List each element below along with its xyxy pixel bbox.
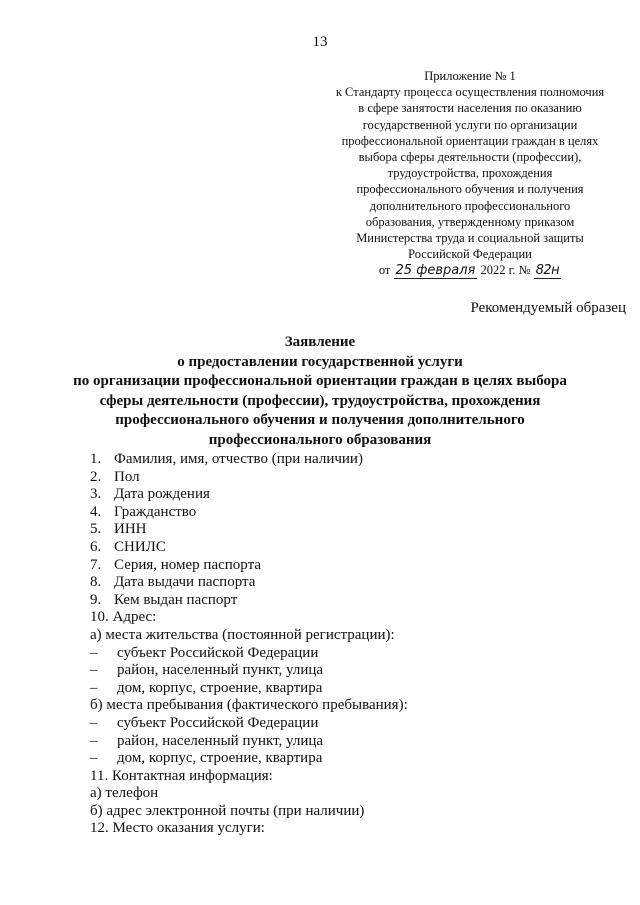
item-number: 6. bbox=[90, 538, 102, 555]
dash-item bbox=[90, 750, 408, 768]
appendix-line: профессиональной ориентации граждан в целях bbox=[341, 133, 599, 148]
list-item bbox=[90, 521, 408, 539]
dash-item bbox=[90, 733, 408, 751]
item-text: б) адрес электронной почты (при наличии) bbox=[90, 802, 365, 819]
item-text: 10. Адрес: bbox=[90, 609, 157, 626]
sample-label: Рекомендуемый образец bbox=[470, 300, 626, 316]
item-text: Серия, номер паспорта bbox=[114, 556, 261, 573]
section-heading bbox=[90, 820, 408, 838]
list-item bbox=[90, 574, 408, 592]
item-text: район, населенный пункт, улица bbox=[117, 662, 324, 679]
item-text: Фамилия, имя, отчество (при наличии) bbox=[114, 451, 363, 467]
item-text: б) места пребывания (фактического пребывания): bbox=[90, 697, 408, 714]
item-text: 12. Место оказания услуги: bbox=[90, 820, 265, 837]
item-text: СНИЛС bbox=[114, 538, 166, 555]
appendix-line: образования, утвержденному приказом bbox=[365, 214, 575, 229]
item-text: Дата рождения bbox=[114, 486, 210, 503]
subsection-heading bbox=[90, 697, 408, 715]
item-text: Пол bbox=[114, 468, 140, 485]
list-item bbox=[90, 486, 408, 504]
title-line: Заявление bbox=[284, 334, 356, 350]
date-prefix: от bbox=[378, 263, 391, 278]
handwritten-date: 25 февраля bbox=[395, 263, 476, 279]
dash-item bbox=[90, 645, 408, 663]
appendix-line: Приложение № 1 bbox=[424, 69, 516, 83]
item-text: а) места жительства (постоянной регистрации): bbox=[90, 626, 395, 643]
appendix-line: выбора сферы деятельности (профессии), bbox=[358, 150, 582, 165]
dash-marker: – bbox=[90, 644, 98, 661]
item-number: 1. bbox=[90, 451, 102, 467]
dash-marker: – bbox=[90, 732, 98, 749]
dash-item bbox=[90, 680, 408, 698]
item-number: 2. bbox=[90, 468, 102, 485]
application-fields-list bbox=[90, 451, 408, 838]
appendix-line: государственной услуги по организации bbox=[362, 117, 578, 132]
item-text: Гражданство bbox=[114, 503, 197, 520]
subsection-item bbox=[90, 785, 408, 803]
item-text: дом, корпус, строение, квартира bbox=[117, 750, 323, 767]
item-text: дом, корпус, строение, квартира bbox=[117, 679, 323, 696]
item-text: ИНН bbox=[114, 521, 147, 538]
appendix-header bbox=[320, 68, 620, 279]
handwritten-order-number: 82н bbox=[535, 263, 560, 279]
list-item bbox=[90, 469, 408, 487]
appendix-line: дополнительного профессионального bbox=[369, 198, 571, 213]
appendix-line: Министерства труда и социальной защиты bbox=[356, 231, 584, 246]
appendix-line: Российской Федерации bbox=[408, 247, 532, 262]
subsection-item bbox=[90, 803, 408, 821]
item-number: 4. bbox=[90, 503, 102, 520]
document-title bbox=[0, 333, 640, 450]
list-item bbox=[90, 504, 408, 522]
title-line: о предоставлении государственной услуги bbox=[177, 353, 463, 370]
list-item bbox=[90, 451, 408, 469]
title-line: профессионального обучения и получения дополнительного bbox=[115, 412, 525, 428]
item-text: 11. Контактная информация: bbox=[90, 767, 273, 784]
item-text: а) телефон bbox=[90, 785, 159, 802]
dash-item bbox=[90, 662, 408, 680]
dash-marker: – bbox=[90, 662, 98, 679]
dash-marker: – bbox=[90, 714, 98, 731]
title-line: профессионального образования bbox=[208, 431, 432, 448]
title-line: по организации профессиональной ориентации граждан в целях выбора bbox=[73, 373, 567, 389]
dash-marker: – bbox=[90, 750, 98, 767]
item-text: субъект Российской Федерации bbox=[117, 644, 319, 661]
appendix-line: в сфере занятости населения по оказанию bbox=[358, 101, 582, 116]
title-line: сферы деятельности (профессии), трудоустройства, прохождения bbox=[99, 392, 541, 409]
list-item bbox=[90, 557, 408, 575]
item-number: 3. bbox=[90, 486, 102, 503]
item-number: 9. bbox=[90, 591, 102, 608]
list-item bbox=[90, 539, 408, 557]
item-text: Кем выдан паспорт bbox=[114, 591, 238, 608]
appendix-line: трудоустройства, прохождения bbox=[387, 166, 553, 181]
section-heading bbox=[90, 609, 408, 627]
item-number: 5. bbox=[90, 521, 102, 538]
item-text: субъект Российской Федерации bbox=[117, 714, 319, 731]
item-number: 8. bbox=[90, 574, 102, 591]
item-number: 7. bbox=[90, 556, 102, 573]
subsection-heading bbox=[90, 627, 408, 645]
item-text: район, населенный пункт, улица bbox=[117, 732, 324, 749]
dash-item bbox=[90, 715, 408, 733]
section-heading bbox=[90, 768, 408, 786]
page-number: 13 bbox=[312, 34, 328, 50]
date-suffix: 2022 г. № bbox=[480, 263, 531, 278]
dash-marker: – bbox=[90, 679, 98, 696]
appendix-line: к Стандарту процесса осуществления полномочия bbox=[335, 85, 605, 100]
item-text: Дата выдачи паспорта bbox=[114, 574, 256, 591]
order-date-line bbox=[320, 262, 620, 279]
appendix-line: профессионального обучения и получения bbox=[356, 182, 584, 197]
list-item bbox=[90, 592, 408, 610]
